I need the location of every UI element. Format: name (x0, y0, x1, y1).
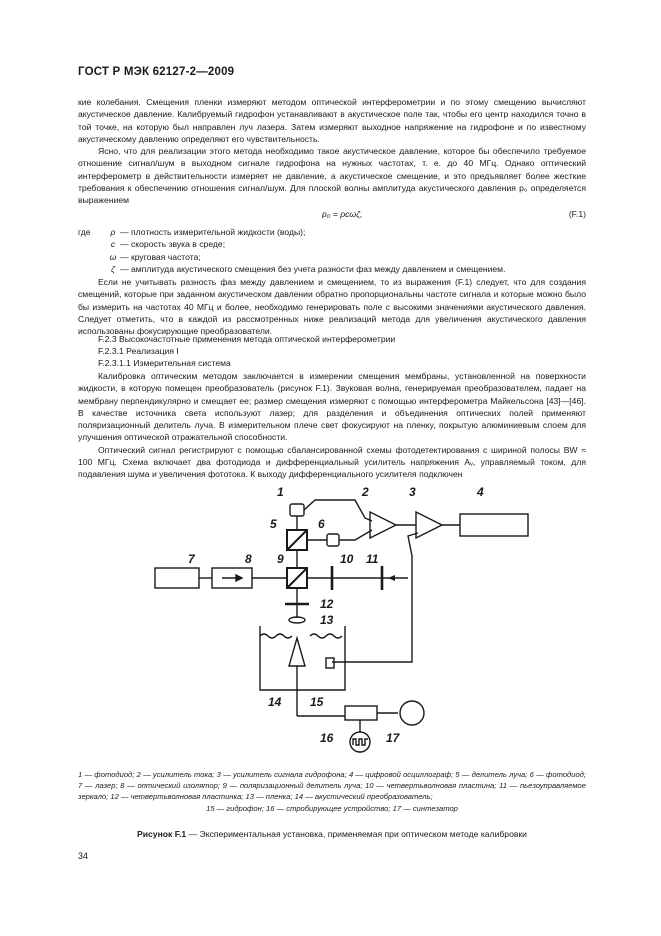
definition-row (78, 251, 586, 263)
definition-row (78, 238, 586, 250)
legend-line-2: 15 — гидрофон; 16 — стробирующее устройство; 17 — синтезатор (206, 803, 458, 813)
figure-label-16: 16 (320, 731, 334, 745)
figure-label-17: 17 (386, 731, 400, 745)
page-number: 34 (78, 851, 89, 861)
paragraph-2: Ясно, что для реализации этого метода необходимо такое акустическое давление, которое бы обеспечило требуемое отношение сигнал/шум в выходном сигнале гидрофона на нужных частотах, т. е. до 40 МГц. Однако оптический интерферометр в действительности измеряет не давление, а акустическое смещение, и это предъявляет более жесткие требования к обеспечению отношения сигнал/шум. Для плоской волны амплитуда акустического давления p₀ определяется выражением (78, 146, 586, 206)
hydrophone-box (326, 658, 334, 668)
caption-text: — Экспериментальная установка, применяемая при оптическом методе калибровки (186, 829, 527, 839)
paragraph-1: кие колебания. Смещения пленки измеряют методом оптической интерферометрии и по этому смещению вычисляют акустическое давление. Калибруемый гидрофон устанавливают в акустическое поле так, чтобы его центр находился точно в той точке, на которую был направлен луч лазера. Затем измеряют выходное напряжение на гидрофоне и по известному акустическому давлению определяют его чувствительность. (78, 97, 586, 144)
equation-f1 (78, 209, 586, 221)
definition-symbol: ρ (110, 227, 116, 237)
definition-prefix: где (78, 227, 91, 237)
definition-row (78, 226, 586, 238)
figure-legend (78, 769, 586, 814)
definition-symbol: c (110, 239, 116, 250)
section-heading-f23: F.2.3 Высокочастотные применения метода оптической интерферометрии (98, 334, 396, 344)
gating-device-box (345, 706, 377, 720)
current-amplifier-shape (370, 512, 396, 538)
figure-label-15: 15 (310, 695, 324, 709)
figure-label-8: 8 (245, 552, 252, 566)
equation-number: (F.1) (568, 209, 586, 219)
definition-text: — скорость звука в среде; (120, 239, 226, 250)
figure-label-3: 3 (409, 485, 416, 499)
figure-label-9: 9 (277, 552, 284, 566)
figure-label-12: 12 (320, 597, 334, 611)
definition-symbol: ω (109, 251, 117, 262)
figure-label-6: 6 (318, 517, 325, 531)
transducer-shape (289, 638, 305, 666)
figure-label-5: 5 (270, 517, 277, 531)
paragraph-3: Если не учитывать разность фаз между давлением и смещением, то из выражения (F.1) следует, что для создания смещений, которые при заданном акустическом давлении обратно пропорциональны частоте сигнала и которые можно было бы измерить на частотах 40 МГц и более, необходимо генерировать поле с высокими значениями акустического давления. Следует отметить, что в каждой из рассмотренных ниже реализаций метода для увеличения акустического давления использованы фокусирующие преобразователи. (78, 277, 586, 337)
figure-label-1: 1 (277, 485, 284, 499)
figure-label-14: 14 (268, 695, 282, 709)
body-text-top (78, 96, 586, 207)
definition-text: — плотность измерительной жидкости (воды); (120, 227, 306, 237)
section-heading-f2311: F.2.3.1.1 Измерительная система (98, 358, 231, 368)
figure-label-4: 4 (477, 485, 484, 499)
figure-caption (78, 829, 586, 839)
figure-label-10: 10 (340, 552, 354, 566)
figure-label-13: 13 (320, 613, 334, 627)
body-text-middle (78, 276, 586, 337)
setup-diagram (150, 478, 540, 760)
body-text-bottom (78, 370, 586, 481)
section-heading-f231: F.2.3.1 Реализация I (98, 346, 179, 356)
photodiode-1-box (290, 504, 304, 516)
figure-label-7: 7 (188, 552, 195, 566)
definition-symbol: ζ (111, 263, 115, 274)
synthesizer-circle (400, 701, 424, 725)
photodiode-6-box (327, 534, 339, 546)
caption-prefix: Рисунок F.1 (137, 829, 187, 839)
legend-line-1: 1 — фотодиод; 2 — усилитель тока; 3 — усилитель сигнала гидрофона; 4 — цифровой осциллограф; 5 — делитель луча; 6 — фотодиод; 7 — лазер; 8 — оптический изолятор; 9 — поляризационный делитель луча; 10 — четвертьволновая пластина; 11 — пьезоуправляемое зеркало; 12 — четвертьволновая пластинка; 13 — пленка; 14 — акустический преобразователь; (78, 770, 586, 802)
equation-formula: p₀ = ρcωζ, (322, 209, 363, 219)
figure-label-2: 2 (362, 485, 369, 499)
paragraph-5: Оптический сигнал регистрируют с помощью сбалансированной схемы фотодетектирования с шириной полосы BW ≈ 100 МГц. Схема включает два фотодиода и дифференциальный усилитель напряжения Aᵥ, управляемый током, для подавления шума и увеличения фототока. К выходу дифференциального усилителя подключен (78, 444, 586, 480)
figure-label-11: 11 (366, 552, 379, 566)
page-header: ГОСТ Р МЭК 62127-2—2009 (78, 66, 235, 78)
definition-row (78, 263, 586, 275)
definitions-list (78, 226, 586, 275)
definition-text: — амплитуда акустического смещения без учета разности фаз между давлением и смещением. (120, 263, 506, 274)
signal-amplifier-shape (416, 512, 442, 538)
paragraph-4: Калибровка оптическим методом заключается в измерении смещения мембраны, установленной на поверхности жидкости, в которую помещен преобразователь (рисунок F.1). Звуковая волна, генерируемая преобразователем, падает на мембрану перпендикулярно и смещает ее; размер смещения измеряют с помощью интерферометра Майкельсона [43]—[46]. В качестве источника света используют лазер; для разделения и объединения оптических полей применяют поляризационный делитель луча. В измерительном плече свет фокусируют на пленку, покрытую алюминиевым слоем для улучшения оптической отражательной способности. (78, 371, 586, 443)
definition-text: — круговая частота; (120, 251, 201, 262)
oscilloscope-box (460, 514, 528, 536)
laser-box (155, 568, 199, 588)
